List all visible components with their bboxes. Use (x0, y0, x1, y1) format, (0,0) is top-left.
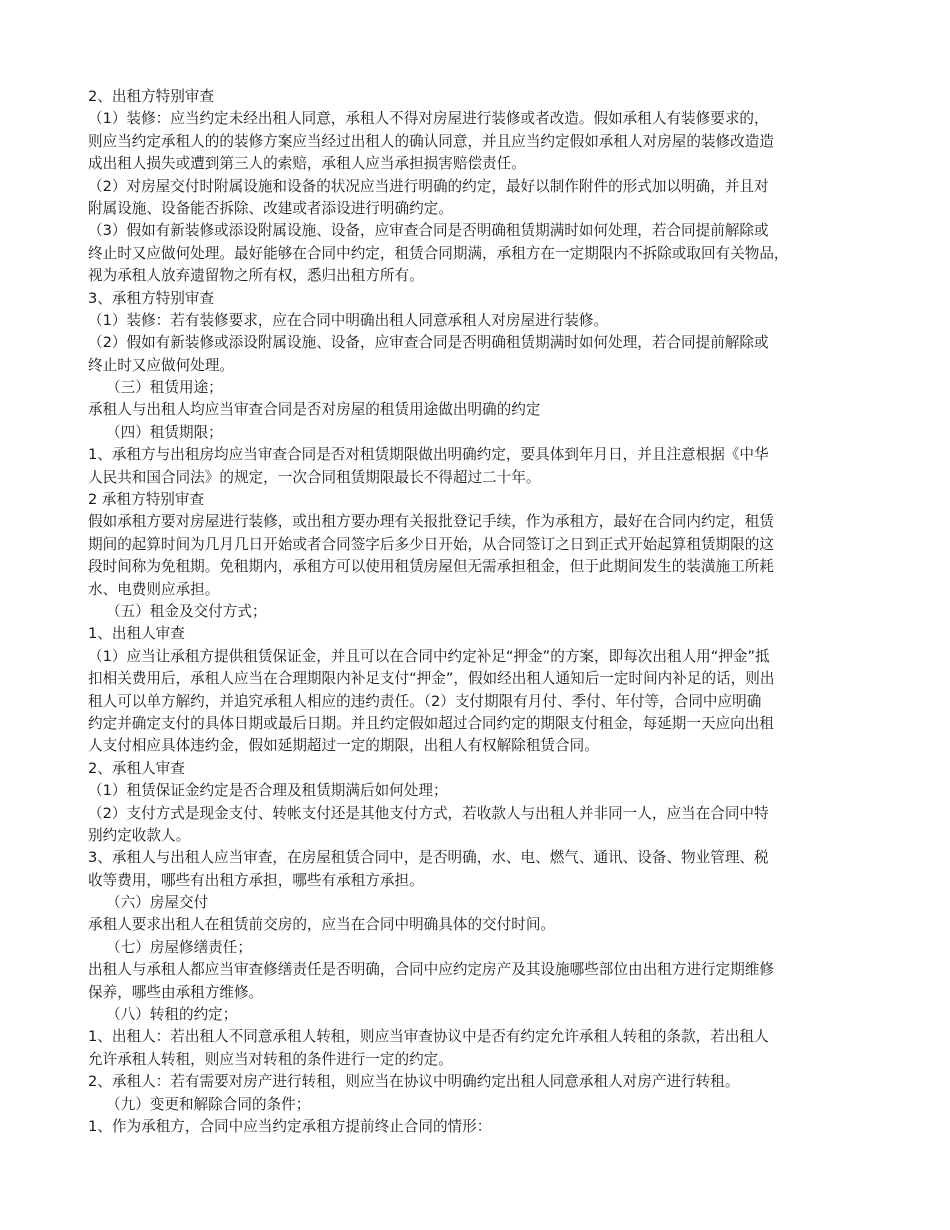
text-line: 段时间称为免租期。免租期内，承租方可以使用租赁房屋但无需承担租金，但于此期间发生的装潢施工所耗 (88, 558, 774, 576)
text-line: （2）对房屋交付时附属设施和设备的状况应当进行明确的约定，最好以制作附件的形式加以明确，并且对 (88, 177, 769, 195)
text-line: （1）装修：应当约定未经出租人同意，承租人不得对房屋进行装修或者改造。假如承租人有装修要求的， (88, 110, 769, 128)
text-line: （八）转租的约定； (106, 1006, 238, 1024)
text-line: 1、出租人审查 (88, 625, 185, 643)
text-line: 2 承租方特别审查 (88, 491, 205, 509)
text-line: 保养，哪些由承租方维修。 (88, 983, 264, 1001)
text-line: 约定并确定支付的具体日期或最后日期。并且约定假如超过合同约定的期限支付租金，每延期一天应向出租 (88, 714, 774, 732)
text-line: 人支付相应具体违约金，假如延期超过一定的期限，出租人有权解除租赁合同。 (88, 737, 599, 755)
text-line: 别约定收款人。 (88, 826, 191, 844)
text-line: 出租人与承租人都应当审查修缮责任是否明确，合同中应约定房产及其设施哪些部位由出租方进行定期维修 (88, 961, 774, 979)
text-line: 租人可以单方解约，并追究承租人相应的违约责任。（2）支付期限有月付、季付、年付等，合同中应明确 (88, 692, 762, 710)
text-line: 成出租人损失或遭到第三人的索赔，承租人应当承担损害赔偿责任。 (88, 155, 526, 173)
text-line: 视为承租人放弃遗留物之所有权，悉归出租方所有。 (88, 267, 424, 285)
text-line: （四）租赁期限； (106, 423, 223, 441)
text-line: 2、承租人审查 (88, 759, 185, 777)
text-line: 终止时又应做何处理。最好能够在合同中约定，租赁合同期满，承租方在一定期限内不拆除或取回有关物品， (88, 244, 789, 262)
text-line: （2）假如有新装修或添设附属设施、设备，应审查合同是否明确租赁期满时如何处理，若合同提前解除或 (88, 334, 769, 352)
text-line: （1）装修：若有装修要求，应在合同中明确出租人同意承租人对房屋进行装修。 (88, 311, 609, 329)
text-line: （五）租金及交付方式； (106, 602, 267, 620)
text-line: 收等费用，哪些有出租方承担，哪些有承租方承担。 (88, 871, 424, 889)
text-line: 1、作为承租方，合同中应当约定承租方提前终止合同的情形： (88, 1117, 492, 1135)
text-line: （1）租赁保证金约定是否合理及租赁期满后如何处理； (88, 782, 448, 800)
text-line: （九）变更和解除合同的条件； (106, 1095, 311, 1113)
text-line: （六）房屋交付 (106, 894, 209, 912)
text-line: 2、承租人：若有需要对房产进行转租，则应当在协议中明确约定出租人同意承租人对房产进行转租。 (88, 1073, 740, 1091)
text-line: （七）房屋修缮责任； (106, 938, 252, 956)
text-line: 2、出租方特别审查 (88, 88, 215, 105)
text-line: （3）假如有新装修或添设附属设施、设备，应审查合同是否明确租赁期满时如何处理，若合同提前解除或 (88, 222, 769, 240)
text-line: 3、承租方特别审查 (88, 289, 215, 307)
text-line: 1、出租人：若出租人不同意承租人转租，则应当审查协议中是否有约定允许承租人转租的条款，若出租人 (88, 1028, 769, 1046)
text-line: 1、承租方与出租房均应当审查合同是否对租赁期限做出明确约定，要具体到年月日，并且注意根据《中华 (88, 446, 769, 464)
text-line: （2）支付方式是现金支付、转帐支付还是其他支付方式，若收款人与出租人并非同一人，应当在合同中特 (88, 804, 769, 822)
text-line: 水、电费则应承担。 (88, 580, 220, 598)
text-line: 附属设施、设备能否拆除、改建或者添设进行明确约定。 (88, 199, 453, 217)
text-line: 人民共和国合同法》的规定，一次合同租赁期限最长不得超过二十年。 (88, 468, 541, 486)
text-line: 期间的起算时间为几月几日开始或者合同签字后多少日开始，从合同签订之日到正式开始起算租赁期限的这 (88, 535, 774, 553)
text-line: 允许承租人转租，则应当对转租的条件进行一定的约定。 (88, 1050, 453, 1068)
text-line: 假如承租方要对房屋进行装修，或出租方要办理有关报批登记手续，作为承租方，最好在合同内约定，租赁 (88, 513, 774, 531)
text-line: 则应当约定承租人的的装修方案应当经过出租人的确认同意，并且应当约定假如承租人对房屋的装修改造造 (88, 132, 774, 150)
text-line: 3、承租人与出租人应当审查，在房屋租赁合同中，是否明确，水、电、燃气、通讯、设备、物业管理、税 (88, 849, 769, 867)
text-line: 承租人要求出租人在租赁前交房的，应当在合同中明确具体的交付时间。 (88, 916, 556, 934)
text-line: 扣相关费用后，承租人应当在合理期限内补足支付“押金”，假如经出租人通知后一定时间内补足的话，则出 (88, 670, 775, 688)
text-line: （1）应当让承租方提供租赁保证金，并且可以在合同中约定补足“押金”的方案，即每次出租人用“押金”抵 (88, 647, 770, 665)
text-line: （三）租赁用途； (106, 379, 223, 397)
text-line: 承租人与出租人均应当审查合同是否对房屋的租赁用途做出明确的约定 (88, 401, 541, 419)
document-page (88, 86, 878, 1138)
text-line: 终止时又应做何处理。 (88, 356, 234, 374)
